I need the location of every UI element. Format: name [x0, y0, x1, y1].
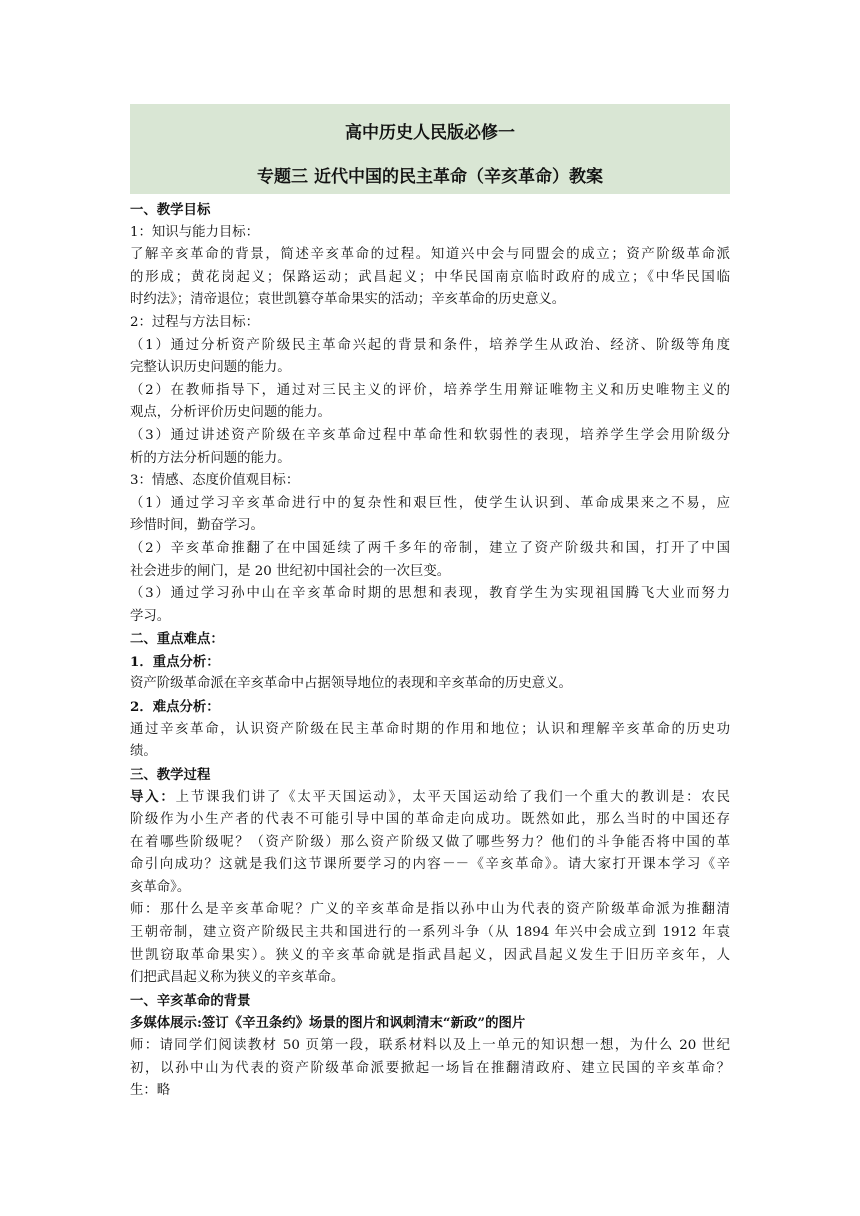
body-line: 们把武昌起义称为狭义的辛亥革命。 — [130, 970, 345, 986]
body-line: 阶级作为小生产者的代表不可能引导中国的革命走向成功。既然如此，那么当时的中国还存 — [130, 812, 730, 828]
body-line: （2）在教师指导下，通过对三民主义的评价，培养学生用辩证唯物主义和历史唯物主义的 — [130, 382, 730, 398]
body-line: 亥革命》。 — [130, 879, 191, 895]
body-line: 3：情感、态度价值观目标： — [130, 473, 300, 489]
body-line: 时约法》；清帝退位；袁世凯篡夺革命果实的活动；辛亥革命的历史意义。 — [130, 292, 566, 308]
section-heading: 多媒体展示:签订《辛丑条约》场景的图片和讽刺清末“新政”的图片 — [130, 1015, 526, 1032]
body-line: 了解辛亥革命的背景，简述辛亥革命的过程。知道兴中会与同盟会的成立；资产阶级革命派 — [130, 247, 730, 263]
body-line: 师：请同学们阅读教材 50 页第一段，联系材料以及上一单元的知识想一想，为什么 20 世纪 — [130, 1037, 730, 1053]
section-heading: 2．难点分析： — [130, 699, 220, 716]
body-line: 在着哪些阶级呢？（资产阶级）那么资产阶级又做了哪些努力？他们的斗争能否将中国的革 — [130, 834, 730, 850]
body-line: 学习。 — [130, 608, 171, 624]
section-heading: 二、重点难点： — [130, 631, 224, 648]
body-line: 珍惜时间，勤奋学习。 — [130, 518, 264, 534]
body-line: 王朝帝制，建立资产阶级民主共和国进行的一系列斗争（从 1894 年兴中会成立到 1912 年袁 — [130, 925, 730, 940]
body-line — [130, 786, 730, 809]
body-line: 世凯窃取革命果实）。狭义的辛亥革命就是指武昌起义，因武昌起义发生于旧历辛亥年，人 — [130, 947, 730, 963]
body-line: 绩。 — [130, 744, 157, 760]
body-line: 1：知识与能力目标： — [130, 224, 260, 240]
body-line: 初，以孙中山为代表的资产阶级革命派要掀起一场旨在推翻清政府、建立民国的辛亥革命？ — [130, 1060, 730, 1076]
body-line: （1）通过分析资产阶级民主革命兴起的背景和条件，培养学生从政治、经济、阶级等角度 — [130, 337, 730, 353]
section-heading: 一、辛亥革命的背景 — [130, 992, 251, 1009]
body-line: 命引向成功？这就是我们这节课所要学习的内容－－《辛亥革命》。请大家打开课本学习《辛 — [130, 857, 730, 873]
body-line: 完整认识历史问题的能力。 — [130, 360, 291, 376]
body-line: 生：略 — [130, 1083, 171, 1099]
body-line: 资产阶级革命派在辛亥革命中占据领导地位的表现和辛亥革命的历史意义。 — [130, 676, 572, 692]
body-line: （3）通过学习孙中山在辛亥革命时期的思想和表现，教育学生为实现祖国腾飞大业而努力 — [130, 586, 730, 602]
section-heading: 1．重点分析： — [130, 653, 220, 670]
body-line: 社会进步的闸门，是 20 世纪初中国社会的一次巨变。 — [130, 563, 451, 579]
document-body — [130, 199, 730, 1103]
document-subtitle: 专题三 近代中国的民主革命（辛亥革命）教案 — [257, 167, 603, 187]
body-line: （1）通过学习辛亥革命进行中的复杂性和艰巨性，使学生认识到、革命成果来之不易，应 — [130, 495, 730, 511]
body-line: （2）辛亥革命推翻了在中国延续了两千多年的帝制，建立了资产阶级共和国，打开了中国 — [130, 540, 730, 556]
title-banner — [130, 104, 730, 194]
body-line: 观点，分析评价历史问题的能力。 — [130, 405, 331, 421]
body-line: 师：那什么是辛亥革命呢？广义的辛亥革命是指以孙中山为代表的资产阶级革命派为推翻清 — [130, 902, 730, 918]
lead-label: 导入： — [130, 789, 176, 806]
body-line: 析的方法分析问题的能力。 — [130, 450, 291, 466]
body-line: 通过辛亥革命，认识资产阶级在民主革命时期的作用和地位；认识和理解辛亥革命的历史功 — [130, 721, 730, 737]
section-heading: 三、教学过程 — [130, 766, 211, 783]
body-line: 的形成；黄花岗起义；保路运动；武昌起义；中华民国南京临时政府的成立；《中华民国临 — [130, 269, 730, 285]
document-title: 高中历史人民版必修一 — [345, 123, 515, 143]
section-heading: 一、教学目标 — [130, 202, 211, 218]
lead-text: 上节课我们讲了《太平天国运动》，太平天国运动给了我们一个重大的教训是：农民 — [175, 790, 730, 806]
body-line: （3）通过讲述资产阶级在辛亥革命过程中革命性和软弱性的表现，培养学生学会用阶级分 — [130, 427, 730, 443]
body-line: 2：过程与方法目标： — [130, 314, 260, 330]
